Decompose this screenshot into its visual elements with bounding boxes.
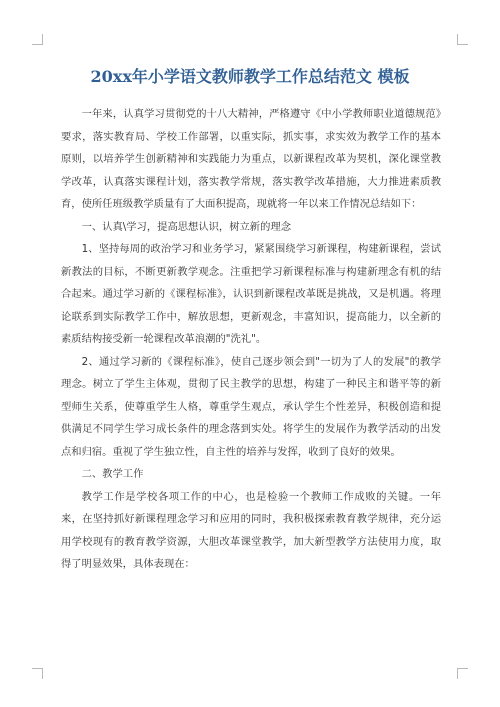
paragraph-study-2: 2、通过学习新的《课程标准》，使自己逐步领会到"一切为了人的发展"的教学理念。树立了学生主体观，贯彻了民主教学的思想，构建了一种民主和谐平等的新型师生关系，使尊重学生人格，尊重学生观点，承认学生个性差异，积极创造和提供满足不同学生学习成长条件的理念落到实处。将学生的发展作为教学活动的出发点和归宿。重视了学生独立性，自主性的培养与发挥，收到了良好的效果。 xyxy=(61,355,441,458)
page-corner-mark-top-right xyxy=(457,34,468,45)
paragraph-study-1: 1、坚持每周的政治学习和业务学习，紧紧围绕学习新课程，构建新课程，尝试新教法的目标，不断更新教学观念。注重把学习新课程标准与构建新理念有机的结合起来。通过学习新的《课程标准》，认识到新课程改革既是挑战，又是机遇。将理论联系到实际教学工作中，解放思想，更新观念，丰富知识，提高能力，以全新的素质结构接受新一轮课程改革浪潮的"洗礼"。 xyxy=(61,243,441,345)
document-body xyxy=(61,103,441,576)
page-corner-mark-bottom-right xyxy=(457,668,468,679)
paragraph-teaching: 教学工作是学校各项工作的中心，也是检验一个教师工作成败的关键。一年来，在坚持抓好新课程理念学习和应用的同时，我积极探索教育教学规律，充分运用学校现有的教育教学资源，大胆改革课堂教学，加大新型教学方法使用力度，取得了明显效果，具体表现在： xyxy=(61,490,441,570)
paragraph-intro: 一年来，认真学习贯彻党的十八大精神，严格遵守《中小学教师职业道德规范》要求，落实教育局、学校工作部署，以重实际，抓实事，求实效为教学工作的基本原则，以培养学生创新精神和实践能力为重点，以新课程改革为契机，深化课堂教学改革，认真落实课程计划，落实教学常规，落实教学改革措施，大力推进素质教育，使所任班级教学质量有了大面积提高，现就将一年以来工作情况总结如下： xyxy=(61,108,441,210)
section-heading-teaching: 二、教学工作 xyxy=(81,468,144,480)
page-corner-mark-bottom-left xyxy=(32,668,43,679)
section-heading-study: 一、认真\学习，提高思想认识，树立新的理念 xyxy=(81,220,291,233)
document-title: 20xx年小学语文教师教学工作总结范文 模板 xyxy=(90,67,410,86)
page-corner-mark-top-left xyxy=(32,34,43,45)
